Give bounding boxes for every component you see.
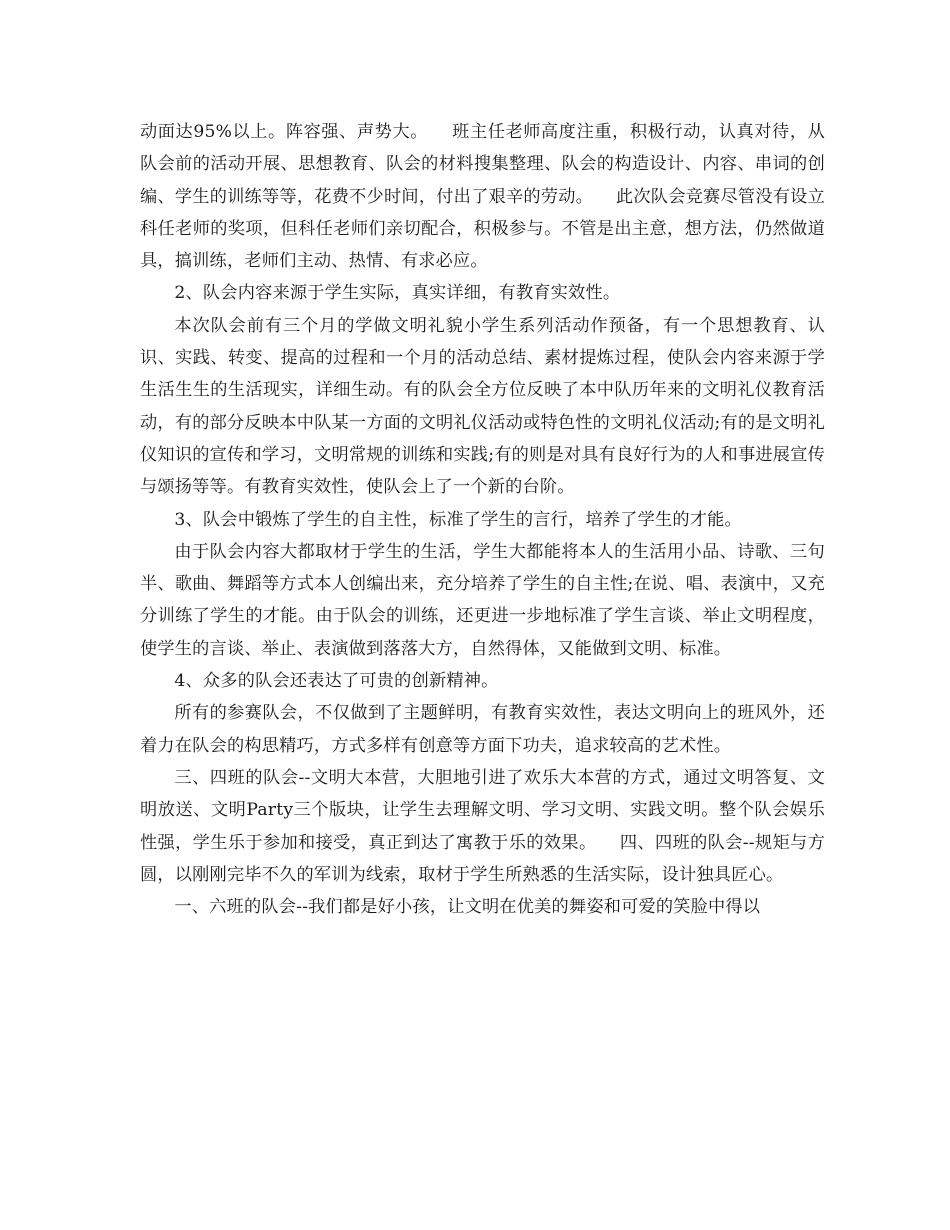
heading-point-4: 4、众多的队会还表达了可贵的创新精神。: [174, 671, 499, 692]
paragraph-6: 一、六班的队会--我们都是好小孩，让文明在优美的舞姿和可爱的笑脸中得以: [174, 897, 761, 918]
paragraph-3: 由于队会内容大都取材于学生的生活，学生大都能将本人的生活用小品、诗歌、三句半、歌曲、舞蹈等方式本人创编出来，充分培养了学生的自主性;在说、唱、表演中，又充分训练了学生的才能。由于队会的训练，还更进一步地标准了学生言谈、举止文明程度，使学生的言谈、举止、表演做到落落大方，自然得体，又能做到文明、标准。: [140, 541, 825, 659]
heading-point-2: 2、队会内容来源于学生实际，真实详细，有教育实效性。: [174, 283, 621, 304]
paragraph-4: 所有的参赛队会，不仅做到了主题鲜明，有教育实效性，表达文明向上的班风外，还着力在队会的构思精巧，方式多样有创意等方面下功夫，追求较高的艺术性。: [140, 703, 825, 756]
heading-point-3: 3、队会中锻炼了学生的自主性，标准了学生的言行，培养了学生的才能。: [174, 509, 742, 530]
paragraph-2: 本次队会前有三个月的学做文明礼貌小学生系列活动作预备，有一个思想教育、认识、实践、转变、提高的过程和一个月的活动总结、素材提炼过程，使队会内容来源于学生活生生的生活现实，详细生动。有的队会全方位反映了本中队历年来的文明礼仪教育活动，有的部分反映本中队某一方面的文明礼仪活动或特色性的文明礼仪活动;有的是文明礼仪知识的宣传和学习，文明常规的训练和实践;有的则是对具有良好行为的人和事进展宣传与颂扬等等。有教育实效性，使队会上了一个新的台阶。: [140, 315, 825, 498]
paragraph-1: 动面达95%以上。阵容强、声势大。 班主任老师高度注重，积极行动，认真对待，从队会前的活动开展、思想教育、队会的材料搜集整理、队会的构造设计、内容、串词的创编、学生的训练等等，花费不少时间，付出了艰辛的劳动。 此次队会竞赛尽管没有设立科任老师的奖项，但科任老师们亲切配合，积极参与。不管是出主意，想方法，仍然做道具，搞训练，老师们主动、热情、有求必应。: [140, 122, 825, 272]
paragraph-5: 三、四班的队会--文明大本营，大胆地引进了欢乐大本营的方式，通过文明答复、文明放送、文明Party三个版块，让学生去理解文明、学习文明、实践文明。整个队会娱乐性强，学生乐于参加和接受，真正到达了寓教于乐的效果。 四、四班的队会--规矩与方圆，以刚刚完毕不久的军训为线索，取材于学生所熟悉的生活实际，设计独具匠心。: [140, 767, 825, 885]
